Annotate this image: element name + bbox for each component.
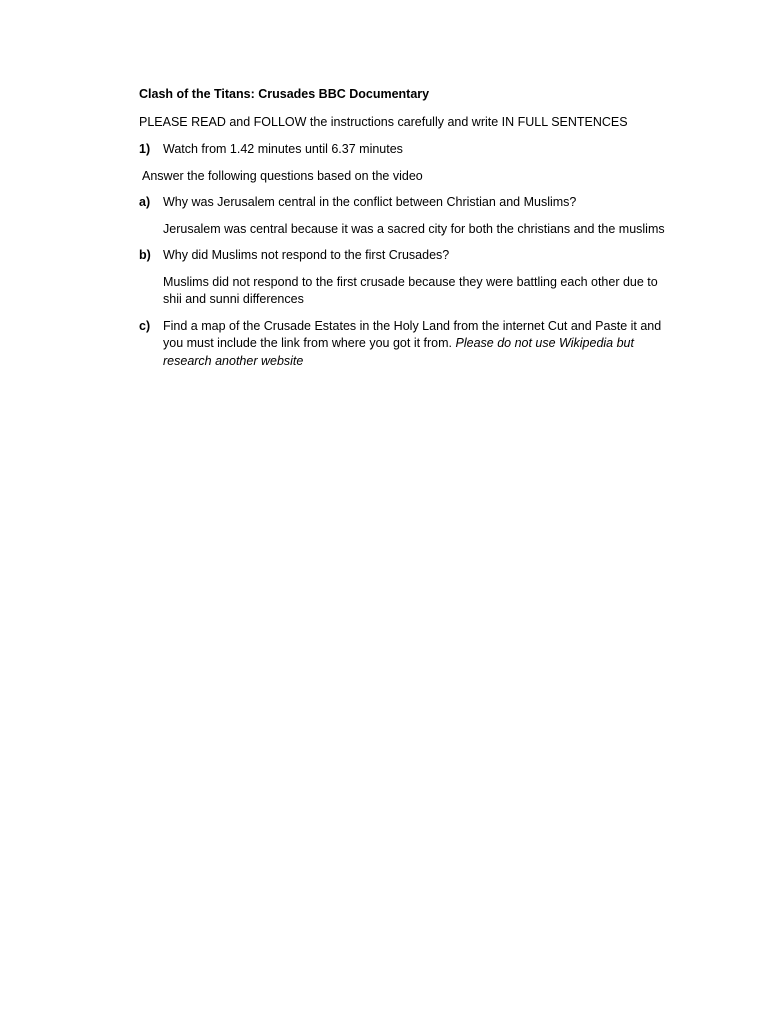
instructions-text: PLEASE READ and FOLLOW the instructions carefully and write IN FULL SENTENCES <box>139 114 628 129</box>
question-marker: a) <box>139 195 151 209</box>
step-text: Watch from 1.42 minutes until 6.37 minutes <box>163 142 403 156</box>
question-c-note: Please do not use Wikipedia but research another website <box>163 336 634 368</box>
question-text: Why was Jerusalem central in the conflict between Christian and Muslims? <box>163 195 577 209</box>
step-1 <box>139 141 679 159</box>
question-text <box>163 318 679 371</box>
question-c-main: Find a map of the Crusade Estates in the Holy Land from the internet Cut and Paste it and you must include the link from where you got it from. <box>163 318 662 350</box>
question-c <box>139 318 679 371</box>
question-text: Why did Muslims not respond to the first Crusades? <box>163 248 450 262</box>
question-marker: b) <box>139 248 151 262</box>
question-marker: c) <box>139 318 151 333</box>
step-marker: 1) <box>139 142 151 156</box>
question-b <box>139 247 679 265</box>
answer-a: Jerusalem was central because it was a sacred city for both the christians and the muslims <box>163 221 665 236</box>
document-page <box>139 86 679 379</box>
question-a <box>139 194 679 212</box>
questions-intro: Answer the following questions based on the video <box>142 168 423 183</box>
document-title: Clash of the Titans: Crusades BBC Documentary <box>139 87 430 101</box>
answer-b: Muslims did not respond to the first crusade because they were battling each other due to shii and sunni differences <box>163 274 658 306</box>
